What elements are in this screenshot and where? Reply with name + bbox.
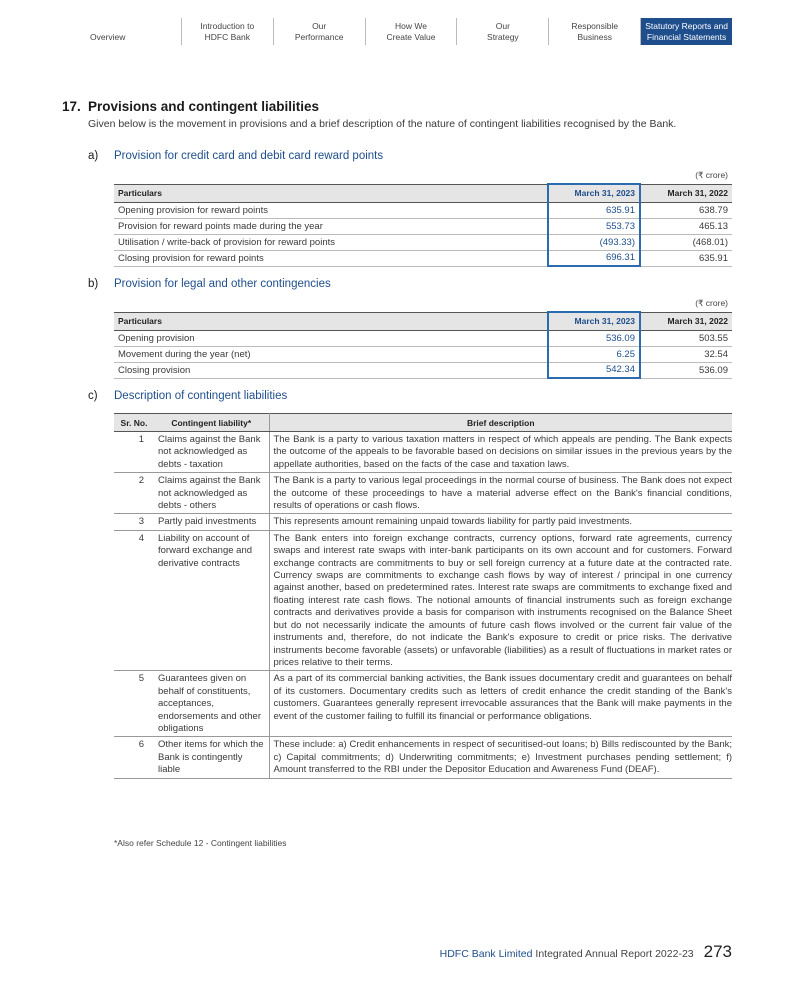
subsection-title: Description of contingent liabilities bbox=[114, 390, 288, 402]
column-header: Brief description bbox=[269, 414, 732, 432]
liability-name: Other items for which the Bank is contingently liable bbox=[154, 737, 269, 778]
column-header: Sr. No. bbox=[114, 414, 154, 432]
subsection-letter: b) bbox=[88, 278, 99, 290]
row-label: Opening provision for reward points bbox=[114, 202, 548, 218]
table-row bbox=[114, 218, 732, 234]
table-header-row bbox=[114, 184, 732, 202]
serial-number: 1 bbox=[114, 432, 154, 473]
serial-number: 4 bbox=[114, 530, 154, 670]
footer-report-title: Integrated Annual Report 2022-23 bbox=[535, 948, 694, 960]
serial-number: 2 bbox=[114, 473, 154, 514]
table-row bbox=[114, 671, 732, 737]
subsection-title: Provision for credit card and debit card reward points bbox=[114, 150, 384, 162]
reward-points-table bbox=[114, 183, 732, 267]
footer-brand: HDFC Bank Limited bbox=[439, 948, 533, 960]
table-row bbox=[114, 234, 732, 250]
unit-label: (₹ crore) bbox=[695, 170, 728, 180]
contingent-liabilities-table bbox=[114, 413, 732, 779]
row-label: Utilisation / write-back of provision for reward points bbox=[114, 234, 548, 250]
section-heading bbox=[62, 99, 319, 114]
liability-name: Claims against the Bank not acknowledged as debts - taxation bbox=[154, 432, 269, 473]
value-2022: 536.09 bbox=[640, 362, 732, 378]
liability-name: Partly paid investments bbox=[154, 514, 269, 530]
table-row bbox=[114, 330, 732, 346]
row-label: Movement during the year (net) bbox=[114, 346, 548, 362]
value-2022: 638.79 bbox=[640, 202, 732, 218]
liability-description: This represents amount remaining unpaid towards liability for partly paid investments. bbox=[269, 514, 732, 530]
footnote: *Also refer Schedule 12 - Contingent liabilities bbox=[114, 838, 287, 848]
value-2023: 696.31 bbox=[548, 250, 640, 266]
liability-name: Liability on account of forward exchange and derivative contracts bbox=[154, 530, 269, 670]
nav-tab-label: Overview bbox=[90, 31, 126, 42]
column-header: Particulars bbox=[114, 184, 548, 202]
table-row bbox=[114, 514, 732, 530]
column-header: March 31, 2022 bbox=[640, 184, 732, 202]
value-2023: 635.91 bbox=[548, 202, 640, 218]
row-label: Provision for reward points made during the year bbox=[114, 218, 548, 234]
nav-tab-statutory-reports[interactable] bbox=[641, 18, 732, 45]
liability-description: As a part of its commercial banking activities, the Bank issues documentary credit and guarantees on behalf of its customers. Documentary credits such as letters of credit enhance the credit standing of the Bank's customers. Guarantees generally represent irrevocable assurances that the Bank will make payments in the event of the customer failing to fulfill its financial or performance obligations. bbox=[269, 671, 732, 737]
table-row bbox=[114, 473, 732, 514]
column-header: Contingent liability* bbox=[154, 414, 269, 432]
serial-number: 5 bbox=[114, 671, 154, 737]
value-2022: 635.91 bbox=[640, 250, 732, 266]
row-label: Closing provision bbox=[114, 362, 548, 378]
nav-tab-create-value[interactable] bbox=[366, 18, 458, 45]
value-2023: 553.73 bbox=[548, 218, 640, 234]
nav-tab-label: Statutory Reports and Financial Statements bbox=[645, 21, 728, 42]
value-2022: 503.55 bbox=[640, 330, 732, 346]
value-2023: 536.09 bbox=[548, 330, 640, 346]
liability-description: The Bank enters into foreign exchange contracts, currency options, forward rate agreements, currency swaps and interest rate swaps with inter-bank participants on its own account and for customers. Forward exchange contracts are commitments to buy or sell foreign currency at a future date at the contracted rate. Currency swaps are commitments to exchange cash flows by way of interest / principal in one currency against another, based on predetermined rates. Interest rate swaps are commitments to exchange fixed and floating interest rate cash flows. The notional amounts of financial instruments such as foreign exchange contracts and derivatives provide a basis for comparison with instruments recognised on the Balance Sheet but do not necessarily indicate the amounts of future cash flows involved or the current fair value of the instruments and, therefore, do not indicate the Bank's exposure to credit or price risks. The derivative instruments become favorable (assets) or unfavorable (liabilities) as a result of fluctuations in market rates or prices relative to their terms. bbox=[269, 530, 732, 670]
subsection-letter: a) bbox=[88, 150, 99, 162]
row-label: Closing provision for reward points bbox=[114, 250, 548, 266]
nav-tab-strategy[interactable] bbox=[457, 18, 549, 45]
value-2022: 465.13 bbox=[640, 218, 732, 234]
nav-tab-overview[interactable] bbox=[60, 18, 182, 45]
legal-provision-table bbox=[114, 311, 732, 379]
page-number: 273 bbox=[703, 942, 732, 961]
table-header-row bbox=[114, 312, 732, 330]
section-intro: Given below is the movement in provisions and a brief description of the nature of contingent liabilities recognised by the Bank. bbox=[88, 118, 677, 130]
column-header: Particulars bbox=[114, 312, 548, 330]
table-row bbox=[114, 737, 732, 778]
nav-tab-label: Introduction to HDFC Bank bbox=[200, 21, 255, 42]
column-header: March 31, 2022 bbox=[640, 312, 732, 330]
column-header: March 31, 2023 bbox=[548, 312, 640, 330]
serial-number: 3 bbox=[114, 514, 154, 530]
liability-description: The Bank is a party to various taxation matters in respect of which appeals are pending. The Bank expects the outcome of the appeals to be favorable based on decisions on similar issues in the previous years by the appellate authorities, based on the facts of the case and taxation laws. bbox=[269, 432, 732, 473]
column-header: March 31, 2023 bbox=[548, 184, 640, 202]
section-title: Provisions and contingent liabilities bbox=[88, 99, 320, 114]
section-number: 17. bbox=[62, 99, 81, 114]
nav-tab-responsible-business[interactable] bbox=[549, 18, 641, 45]
liability-name: Guarantees given on behalf of constituents, acceptances, endorsements and other obligations bbox=[154, 671, 269, 737]
nav-tab-label: How We Create Value bbox=[386, 21, 436, 42]
table-row bbox=[114, 530, 732, 670]
table-row bbox=[114, 202, 732, 218]
table-row bbox=[114, 250, 732, 266]
value-2023: 542.34 bbox=[548, 362, 640, 378]
page-footer bbox=[440, 942, 732, 962]
top-navigation bbox=[60, 18, 732, 45]
nav-tab-label: Responsible Business bbox=[571, 21, 619, 42]
unit-label: (₹ crore) bbox=[695, 298, 728, 308]
table-header-row bbox=[114, 414, 732, 432]
value-2023: (493.33) bbox=[548, 234, 640, 250]
value-2022: 32.54 bbox=[640, 346, 732, 362]
nav-tab-label: Our Strategy bbox=[487, 21, 519, 42]
serial-number: 6 bbox=[114, 737, 154, 778]
table-row bbox=[114, 346, 732, 362]
liability-description: These include: a) Credit enhancements in respect of securitised-out loans; b) Bills rediscounted by the Bank; c) Capital commitments; d) Underwriting commitments; e) Investment purchases pending settlement; f) Amount transferred to the RBI under the Depositor Education and Awareness Fund (DEAF). bbox=[269, 737, 732, 778]
row-label: Opening provision bbox=[114, 330, 548, 346]
table-row bbox=[114, 362, 732, 378]
liability-name: Claims against the Bank not acknowledged as debts - others bbox=[154, 473, 269, 514]
table-row bbox=[114, 432, 732, 473]
subsection-title: Provision for legal and other contingencies bbox=[114, 278, 331, 290]
subsection-letter: c) bbox=[88, 390, 98, 402]
value-2022: (468.01) bbox=[640, 234, 732, 250]
liability-description: The Bank is a party to various legal proceedings in the normal course of business. The Bank does not expect the outcome of these proceedings to have a material adverse effect on the Bank's financial conditions, results of operations or cash flows. bbox=[269, 473, 732, 514]
value-2023: 6.25 bbox=[548, 346, 640, 362]
nav-tab-introduction[interactable] bbox=[182, 18, 274, 45]
nav-tab-label: Our Performance bbox=[294, 21, 344, 42]
nav-tab-performance[interactable] bbox=[274, 18, 366, 45]
